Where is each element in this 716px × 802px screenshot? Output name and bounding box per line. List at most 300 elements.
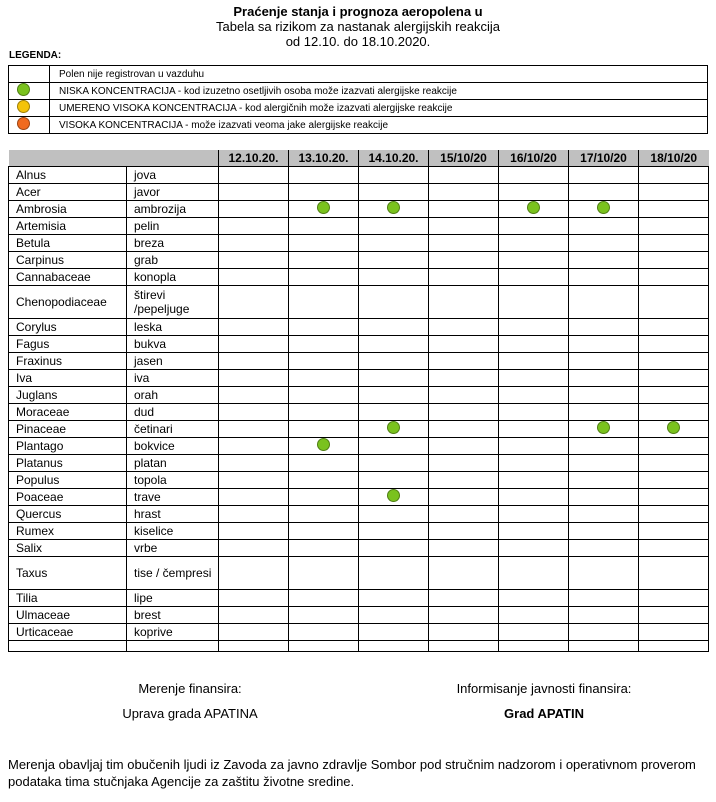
risk-cell [359, 387, 429, 404]
risk-cell [639, 353, 709, 370]
date-header: 14.10.20. [359, 150, 429, 167]
risk-cell [359, 421, 429, 438]
latin-name-cell: Salix [9, 540, 127, 557]
risk-cell [359, 235, 429, 252]
risk-cell [569, 201, 639, 218]
date-header: 12.10.20. [219, 150, 289, 167]
risk-cell [569, 523, 639, 540]
risk-cell [569, 540, 639, 557]
risk-cell [499, 489, 569, 506]
latin-name-cell: Moraceae [9, 404, 127, 421]
risk-cell [359, 404, 429, 421]
footer-note: Merenja obavljaj tim obučenih ljudi iz Zavoda za javno zdravlje Sombor pod stručnim nadzorom i operativnom proverom podataka tima stučnjaka Agencije za zaštitu životne sredine. [8, 757, 696, 789]
risk-cell [359, 489, 429, 506]
risk-cell [429, 370, 499, 387]
pollen-risk-table [8, 150, 709, 652]
local-name-cell: četinari [127, 421, 219, 438]
local-name-cell: štirevi /pepeljuge [127, 286, 219, 319]
risk-cell [289, 472, 359, 489]
latin-name-cell: Tilia [9, 590, 127, 607]
risk-cell [429, 421, 499, 438]
risk-cell [499, 607, 569, 624]
risk-cell [639, 489, 709, 506]
risk-cell [429, 235, 499, 252]
risk-cell [219, 523, 289, 540]
latin-name-cell: Cannabaceae [9, 269, 127, 286]
table-row [9, 506, 709, 523]
risk-cell [429, 184, 499, 201]
latin-name-cell: Fraxinus [9, 353, 127, 370]
measurement-funding-value: Uprava grada APATINA [122, 706, 258, 721]
latin-name-cell: Ulmaceae [9, 607, 127, 624]
table-row [9, 590, 709, 607]
risk-cell [639, 167, 709, 184]
date-header: 13.10.20. [289, 150, 359, 167]
measurement-funding-label: Merenje finansira: [138, 681, 242, 696]
latin-name-cell: Ambrosia [9, 201, 127, 218]
risk-cell [499, 523, 569, 540]
risk-cell [289, 590, 359, 607]
latin-name-cell: Chenopodiaceae [9, 286, 127, 319]
table-row [9, 218, 709, 235]
risk-cell [289, 540, 359, 557]
risk-cell [359, 167, 429, 184]
risk-cell [569, 438, 639, 455]
risk-cell [569, 269, 639, 286]
risk-cell [289, 557, 359, 590]
risk-cell [429, 590, 499, 607]
local-name-cell: breza [127, 235, 219, 252]
date-header: 18/10/20 [639, 150, 709, 167]
table-row [9, 455, 709, 472]
high-concentration-dot-icon [17, 117, 30, 130]
latin-name-cell: Urticaceae [9, 624, 127, 641]
risk-cell [639, 218, 709, 235]
risk-cell [569, 472, 639, 489]
table-row [9, 438, 709, 455]
risk-cell [499, 235, 569, 252]
risk-cell [639, 201, 709, 218]
risk-cell [359, 184, 429, 201]
risk-cell [569, 353, 639, 370]
low-concentration-dot-icon [387, 201, 400, 214]
table-row [9, 184, 709, 201]
table-row [9, 557, 709, 590]
risk-cell [359, 455, 429, 472]
risk-cell [569, 218, 639, 235]
risk-cell [639, 472, 709, 489]
date-header: 16/10/20 [499, 150, 569, 167]
risk-cell [499, 336, 569, 353]
low-concentration-dot-icon [597, 201, 610, 214]
risk-cell [639, 184, 709, 201]
report-subtitle: Tabela sa rizikom za nastanak alergijskih reakcija [216, 19, 500, 34]
risk-cell [569, 235, 639, 252]
risk-cell [359, 607, 429, 624]
risk-cell [289, 286, 359, 319]
risk-cell [569, 624, 639, 641]
risk-cell [219, 557, 289, 590]
table-row [9, 607, 709, 624]
local-name-cell: platan [127, 455, 219, 472]
risk-cell [639, 235, 709, 252]
risk-cell [499, 184, 569, 201]
risk-cell [639, 319, 709, 336]
table-row [9, 404, 709, 421]
risk-cell [499, 319, 569, 336]
local-name-cell: bukva [127, 336, 219, 353]
risk-cell [639, 455, 709, 472]
low-concentration-dot-icon [17, 83, 30, 96]
risk-cell [639, 506, 709, 523]
risk-cell [499, 252, 569, 269]
risk-cell [499, 370, 569, 387]
table-row [9, 353, 709, 370]
date-header: 17/10/20 [569, 150, 639, 167]
risk-cell [569, 421, 639, 438]
risk-cell [639, 607, 709, 624]
risk-cell [429, 387, 499, 404]
risk-cell [219, 387, 289, 404]
latin-name-cell: Quercus [9, 506, 127, 523]
header-blank [9, 150, 127, 167]
risk-cell [639, 438, 709, 455]
local-name-cell: iva [127, 370, 219, 387]
table-row [9, 286, 709, 319]
legend-row-low [9, 83, 708, 100]
risk-cell [289, 235, 359, 252]
risk-cell [639, 557, 709, 590]
empty-cell [289, 641, 359, 652]
risk-cell [289, 438, 359, 455]
local-name-cell: koprive [127, 624, 219, 641]
risk-cell [219, 540, 289, 557]
local-name-cell: trave [127, 489, 219, 506]
table-row [9, 252, 709, 269]
risk-cell [639, 590, 709, 607]
risk-cell [499, 590, 569, 607]
table-row [9, 167, 709, 184]
table-row-blank [9, 641, 709, 652]
legend-title: LEGENDA: [9, 50, 62, 61]
info-funding-label: Informisanje javnosti finansira: [456, 681, 632, 696]
risk-cell [219, 489, 289, 506]
risk-cell [359, 336, 429, 353]
risk-cell [639, 286, 709, 319]
risk-cell [219, 404, 289, 421]
risk-cell [569, 557, 639, 590]
table-row [9, 472, 709, 489]
risk-cell [289, 387, 359, 404]
risk-cell [219, 269, 289, 286]
legend-row-high [9, 117, 708, 134]
risk-cell [639, 252, 709, 269]
risk-cell [359, 438, 429, 455]
medium-concentration-dot-icon [17, 100, 30, 113]
risk-cell [429, 472, 499, 489]
risk-cell [569, 506, 639, 523]
risk-cell [429, 218, 499, 235]
report-period: od 12.10. do 18.10.2020. [285, 34, 431, 49]
legend-table [8, 65, 708, 134]
risk-cell [499, 421, 569, 438]
risk-cell [359, 540, 429, 557]
risk-cell [639, 269, 709, 286]
risk-cell [429, 269, 499, 286]
risk-cell [289, 269, 359, 286]
local-name-cell: ambrozija [127, 201, 219, 218]
risk-cell [289, 404, 359, 421]
latin-name-cell: Taxus [9, 557, 127, 590]
risk-cell [289, 201, 359, 218]
risk-cell [219, 472, 289, 489]
table-row [9, 421, 709, 438]
local-name-cell: brest [127, 607, 219, 624]
risk-cell [569, 455, 639, 472]
latin-name-cell: Carpinus [9, 252, 127, 269]
latin-name-cell: Rumex [9, 523, 127, 540]
risk-cell [219, 319, 289, 336]
risk-cell [219, 455, 289, 472]
low-concentration-dot-icon [667, 421, 680, 434]
local-name-cell: jasen [127, 353, 219, 370]
risk-cell [359, 624, 429, 641]
risk-cell [219, 286, 289, 319]
latin-name-cell: Juglans [9, 387, 127, 404]
risk-cell [499, 557, 569, 590]
risk-cell [359, 557, 429, 590]
low-concentration-dot-icon [317, 201, 330, 214]
risk-cell [359, 590, 429, 607]
risk-cell [429, 523, 499, 540]
latin-name-cell: Alnus [9, 167, 127, 184]
low-concentration-dot-icon [387, 421, 400, 434]
table-row [9, 540, 709, 557]
local-name-cell: kiselice [127, 523, 219, 540]
risk-cell [289, 252, 359, 269]
legend-text: NISKA KONCENTRACIJA - kod izuzetno osetljivih osoba može izazvati alergijske reakcije [50, 83, 708, 100]
risk-cell [639, 404, 709, 421]
low-concentration-dot-icon [317, 438, 330, 451]
risk-cell [639, 540, 709, 557]
local-name-cell: hrast [127, 506, 219, 523]
risk-cell [429, 438, 499, 455]
table-row [9, 336, 709, 353]
risk-cell [429, 557, 499, 590]
local-name-cell: jova [127, 167, 219, 184]
risk-cell [219, 336, 289, 353]
risk-cell [569, 607, 639, 624]
latin-name-cell: Corylus [9, 319, 127, 336]
risk-cell [429, 167, 499, 184]
risk-cell [499, 455, 569, 472]
risk-cell [569, 336, 639, 353]
low-concentration-dot-icon [387, 489, 400, 502]
risk-cell [429, 353, 499, 370]
risk-cell [289, 218, 359, 235]
table-row [9, 489, 709, 506]
risk-cell [359, 472, 429, 489]
empty-cell [429, 641, 499, 652]
latin-name-cell: Pinaceae [9, 421, 127, 438]
risk-cell [499, 540, 569, 557]
risk-cell [289, 624, 359, 641]
risk-cell [499, 404, 569, 421]
risk-cell [219, 353, 289, 370]
risk-cell [289, 336, 359, 353]
risk-cell [359, 353, 429, 370]
risk-cell [569, 387, 639, 404]
latin-name-cell: Plantago [9, 438, 127, 455]
local-name-cell: lipe [127, 590, 219, 607]
risk-cell [219, 607, 289, 624]
risk-cell [499, 506, 569, 523]
risk-cell [569, 590, 639, 607]
risk-cell [219, 370, 289, 387]
risk-cell [219, 624, 289, 641]
risk-cell [429, 336, 499, 353]
table-row [9, 523, 709, 540]
risk-cell [289, 489, 359, 506]
local-name-cell: topola [127, 472, 219, 489]
risk-cell [499, 269, 569, 286]
risk-cell [429, 489, 499, 506]
risk-cell [289, 353, 359, 370]
risk-cell [429, 607, 499, 624]
risk-cell [219, 506, 289, 523]
risk-cell [289, 167, 359, 184]
risk-cell [569, 167, 639, 184]
risk-cell [219, 201, 289, 218]
local-name-cell: pelin [127, 218, 219, 235]
date-header: 15/10/20 [429, 150, 499, 167]
local-name-cell: javor [127, 184, 219, 201]
risk-cell [639, 370, 709, 387]
table-row [9, 387, 709, 404]
risk-cell [289, 455, 359, 472]
table-row [9, 269, 709, 286]
info-funding-value: Grad APATIN [504, 706, 584, 721]
risk-cell [219, 167, 289, 184]
latin-name-cell: Fagus [9, 336, 127, 353]
risk-cell [359, 218, 429, 235]
date-header-row [9, 150, 709, 167]
empty-cell [359, 641, 429, 652]
risk-cell [219, 218, 289, 235]
local-name-cell: bokvice [127, 438, 219, 455]
empty-cell [569, 641, 639, 652]
table-row [9, 624, 709, 641]
risk-cell [569, 489, 639, 506]
risk-cell [499, 438, 569, 455]
legend-text: Polen nije registrovan u vazduhu [50, 66, 708, 83]
local-name-cell: leska [127, 319, 219, 336]
risk-cell [499, 201, 569, 218]
latin-name-cell: Platanus [9, 455, 127, 472]
table-row [9, 319, 709, 336]
risk-cell [429, 404, 499, 421]
risk-cell [569, 404, 639, 421]
risk-cell [359, 201, 429, 218]
risk-cell [569, 252, 639, 269]
risk-cell [429, 252, 499, 269]
risk-cell [429, 506, 499, 523]
risk-cell [289, 523, 359, 540]
empty-cell [127, 641, 219, 652]
risk-cell [289, 421, 359, 438]
latin-name-cell: Betula [9, 235, 127, 252]
risk-cell [219, 590, 289, 607]
risk-cell [429, 319, 499, 336]
risk-cell [499, 387, 569, 404]
risk-cell [499, 167, 569, 184]
risk-cell [429, 286, 499, 319]
latin-name-cell: Iva [9, 370, 127, 387]
risk-cell [359, 319, 429, 336]
table-row [9, 201, 709, 218]
latin-name-cell: Acer [9, 184, 127, 201]
risk-cell [359, 506, 429, 523]
local-name-cell: orah [127, 387, 219, 404]
legend-swatch-cell [9, 66, 50, 83]
low-concentration-dot-icon [597, 421, 610, 434]
risk-cell [289, 506, 359, 523]
risk-cell [219, 438, 289, 455]
risk-cell [359, 286, 429, 319]
latin-name-cell: Artemisia [9, 218, 127, 235]
low-concentration-dot-icon [527, 201, 540, 214]
legend-row-none [9, 66, 708, 83]
risk-cell [639, 523, 709, 540]
risk-cell [289, 319, 359, 336]
table-row [9, 235, 709, 252]
latin-name-cell: Poaceae [9, 489, 127, 506]
legend-swatch-cell [9, 100, 50, 117]
legend-text: UMERENO VISOKA KONCENTRACIJA - kod alergičnih može izazvati alergijske reakcije [50, 100, 708, 117]
risk-cell [219, 252, 289, 269]
risk-cell [569, 286, 639, 319]
risk-cell [289, 607, 359, 624]
risk-cell [499, 624, 569, 641]
legend-text: VISOKA KONCENTRACIJA - može izazvati veoma jake alergijske reakcije [50, 117, 708, 134]
empty-cell [219, 641, 289, 652]
risk-cell [639, 336, 709, 353]
risk-cell [639, 421, 709, 438]
risk-cell [359, 252, 429, 269]
risk-cell [429, 455, 499, 472]
risk-cell [219, 421, 289, 438]
local-name-cell: vrbe [127, 540, 219, 557]
risk-cell [429, 201, 499, 218]
header-blank [127, 150, 219, 167]
empty-cell [499, 641, 569, 652]
risk-cell [359, 370, 429, 387]
risk-cell [639, 387, 709, 404]
local-name-cell: dud [127, 404, 219, 421]
risk-cell [289, 184, 359, 201]
risk-cell [569, 370, 639, 387]
risk-cell [359, 523, 429, 540]
risk-cell [429, 624, 499, 641]
legend-row-medium [9, 100, 708, 117]
risk-cell [569, 184, 639, 201]
risk-cell [499, 286, 569, 319]
risk-cell [359, 269, 429, 286]
risk-cell [499, 218, 569, 235]
risk-cell [219, 184, 289, 201]
latin-name-cell: Populus [9, 472, 127, 489]
empty-cell [639, 641, 709, 652]
